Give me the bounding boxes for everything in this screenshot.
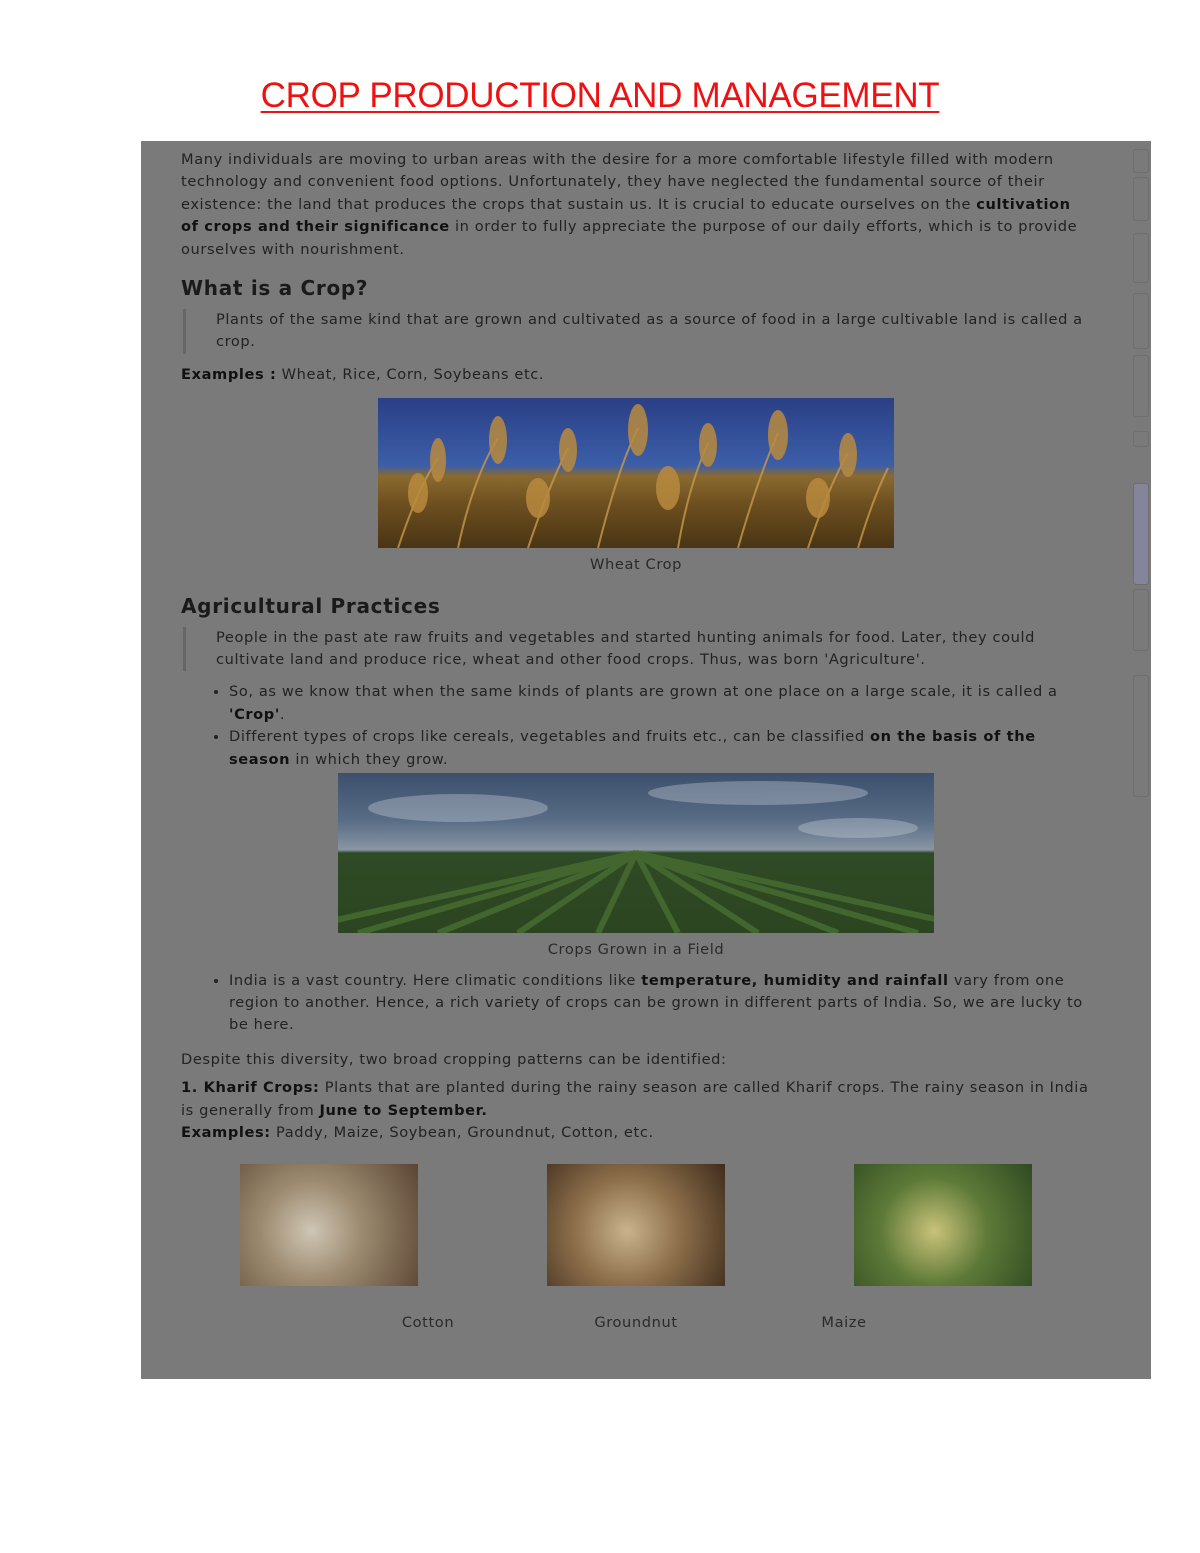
maize-image [854, 1164, 1032, 1286]
crop-definition-quote: Plants of the same kind that are grown and cultivated as a source of food in a large cultivable land is called a crop. [183, 309, 1091, 354]
list-item: • India is a vast country. Here climatic conditions like temperature, humidity and rainfall vary from one region to another. Hence, a rich variety of crops can be grown in different parts of India. So, we are lucky to be here. [229, 970, 1091, 1037]
crop-heading: What is a Crop? [181, 276, 369, 301]
maize-caption: Maize [821, 1314, 867, 1332]
practices-quote: People in the past ate raw fruits and vegetables and started hunting animals for food. Later, they could cultivate land and produce rice, wheat and other food crops. Thus, was born 'Agriculture'. [183, 627, 1091, 672]
groundnut-caption: Groundnut [594, 1314, 678, 1332]
crop-examples: Examples : Wheat, Rice, Corn, Soybeans etc. [181, 365, 545, 383]
side-toolbar [1131, 141, 1151, 841]
cotton-image [240, 1164, 418, 1286]
intro-paragraph: Many individuals are moving to urban areas with the desire for a more comfortable lifestyle filled with modern technology and convenient food options. Unfortunately, they have neglected the fundamental source of their existence: the land that produces the crops that sustain us. It is crucial to educate ourselves on the cultivation of crops and their significance in order to fully appreciate the purpose of our daily efforts, which is to provide ourselves with nourishment. [181, 151, 1078, 258]
field-caption: Crops Grown in a Field [547, 941, 725, 959]
kharif-captions [181, 1312, 1091, 1334]
practices-list [181, 681, 1091, 771]
list-item: • Different types of crops like cereals, vegetables and fruits etc., can be classified on the basis of the season in which they grow. [229, 726, 1091, 771]
kharif-paragraph: 1. Kharif Crops: Plants that are planted during the rainy season are called Kharif crops. The rainy season in India is generally from June to September. Examples: Paddy, Maize, Soybean, Groundnut, Cotton, etc. [181, 1079, 1089, 1141]
list-item: • So, as we know that when the same kinds of plants are grown at one place on a large scale, it is called a 'Crop'. [229, 681, 1091, 726]
cotton-caption: Cotton [401, 1314, 455, 1332]
document-title: CROP PRODUCTION AND MANAGEMENT [260, 76, 940, 115]
field-figure [181, 773, 1091, 961]
climate-list [181, 970, 1091, 1037]
kharif-images [181, 1164, 1091, 1286]
crop-field-image [338, 773, 934, 933]
wheat-figure [181, 398, 1091, 576]
embedded-screenshot [141, 141, 1151, 1379]
wheat-caption: Wheat Crop [589, 556, 683, 574]
groundnut-image [547, 1164, 725, 1286]
practices-heading: Agricultural Practices [181, 593, 441, 618]
wheat-crop-image [378, 398, 894, 548]
diversity-text: Despite this diversity, two broad cropping patterns can be identified: [181, 1050, 727, 1068]
